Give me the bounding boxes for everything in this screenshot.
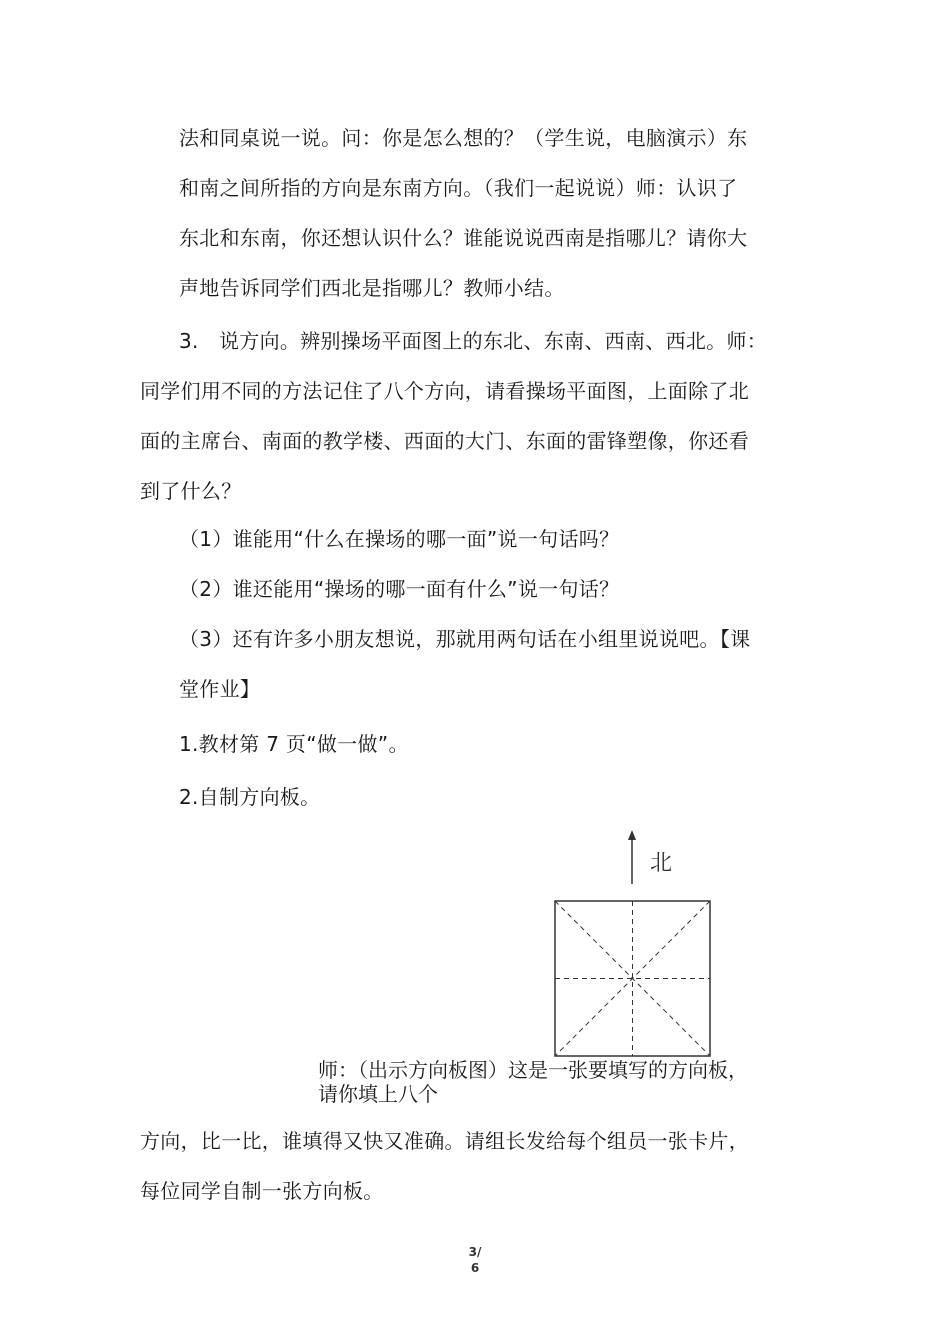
text-line: 3. 说方向。辨别操场平面图上的东北、东南、西南、西北。师： — [179, 329, 768, 353]
homework-item-2: 2.自制方向板。 — [179, 785, 321, 809]
text-line: 每位同学自制一张方向板。 — [140, 1179, 384, 1203]
text-line: 面的主席台、南面的教学楼、西面的大门、东面的雷锋塑像，你还看 — [140, 429, 749, 453]
text-line: 到了什么？ — [140, 479, 242, 503]
north-arrow-head — [628, 830, 636, 840]
question-3-continued: 堂作业】 — [179, 677, 261, 701]
text-line: 法和同桌说一说。问：你是怎么想的？（学生说，电脑演示）东 — [179, 126, 748, 150]
figure-caption-continued: 请你填上八个 — [318, 1082, 438, 1106]
text-line: 声地告诉同学们西北是指哪儿？教师小结。 — [179, 276, 565, 300]
text-line: 方向，比一比，谁填得又快又准确。请组长发给每个组员一张卡片， — [140, 1129, 749, 1153]
figure-caption: 师：（出示方向板图）这是一张要填写的方向板， — [318, 1058, 748, 1082]
question-1: （1）谁能用“什么在操场的哪一面”说一句话吗？ — [179, 527, 620, 551]
direction-board-figure — [540, 826, 730, 1062]
page-number-top: 3/ — [468, 1245, 482, 1259]
question-2: （2）谁还能用“操场的哪一面有什么”说一句话？ — [179, 577, 620, 601]
page-number-bottom: 6 — [470, 1261, 480, 1275]
text-line: 东北和东南，你还想认识什么？谁能说说西南是指哪儿？请你大 — [179, 226, 748, 250]
question-3: （3）还有许多小朋友想说，那就用两句话在小组里说说吧。【课 — [179, 627, 751, 651]
homework-item-1: 1.教材第 7 页“做一做”。 — [179, 732, 409, 756]
diagonal-guide-2 — [555, 901, 710, 1056]
text-line: 和南之间所指的方向是东南方向。（我们一起说说）师：认识了 — [179, 176, 738, 200]
text-line: 同学们用不同的方法记住了八个方向，请看操场平面图，上面除了北 — [140, 379, 749, 403]
north-label: 北 — [650, 851, 673, 876]
